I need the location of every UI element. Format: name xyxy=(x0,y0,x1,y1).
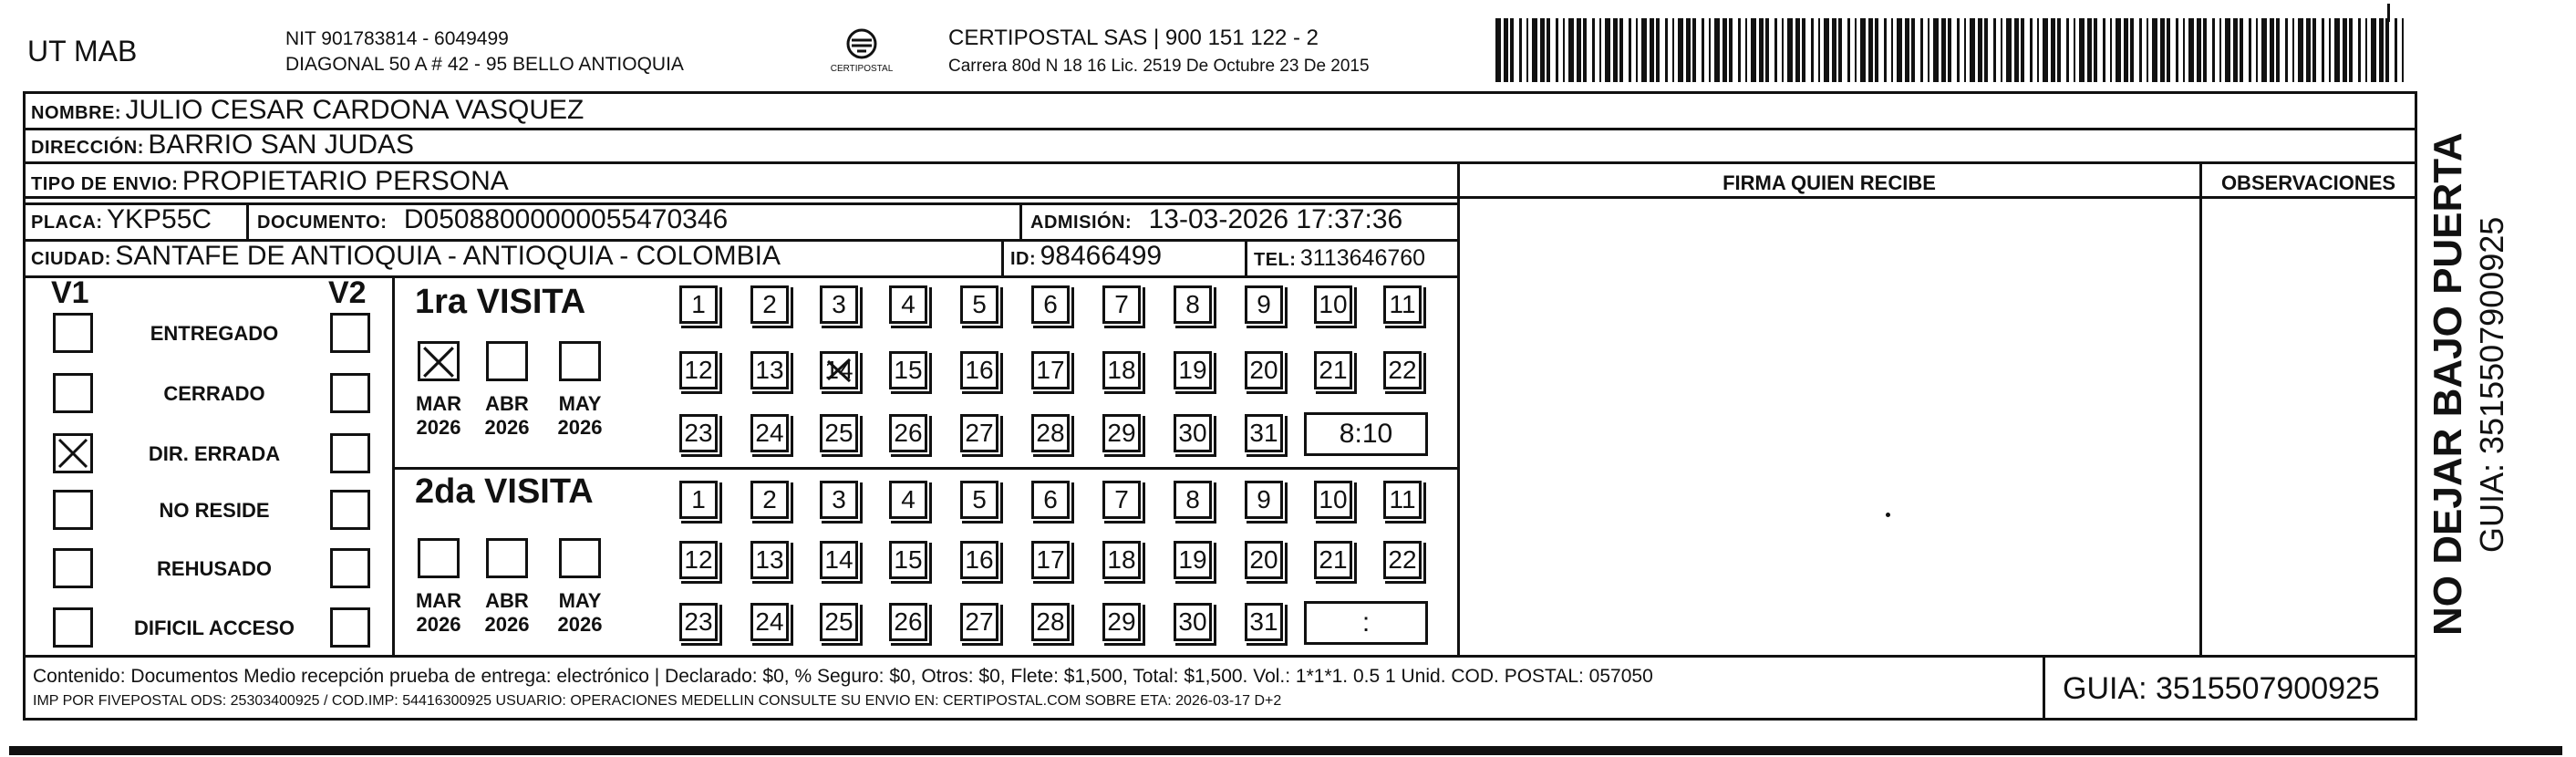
documento-value: D05088000000055470346 xyxy=(403,204,729,234)
barcode-bar xyxy=(1774,18,1777,82)
barcode-bar xyxy=(1510,18,1514,82)
signature-dot xyxy=(1886,513,1890,517)
barcode-bar xyxy=(2103,18,2105,82)
barcode-bar xyxy=(2147,18,2148,82)
visit1-day-box[interactable]: 15 xyxy=(889,351,927,389)
v2-label: V2 xyxy=(328,275,367,310)
ciudad-value: SANTAFE DE ANTIOQUIA - ANTIOQUIA - COLOMBIA xyxy=(115,241,781,271)
barcode-bar xyxy=(1970,18,1975,82)
barcode-bar xyxy=(1656,18,1660,82)
barcode-bar xyxy=(1636,18,1638,82)
barcode-bar xyxy=(2225,18,2230,82)
footer-guia: GUIA: 3515507900925 xyxy=(2063,671,2380,706)
placa-label: PLACA: xyxy=(31,213,103,233)
barcode-bar xyxy=(1911,18,1915,82)
barcode-bar xyxy=(1686,18,1691,82)
barcode-bar xyxy=(2292,18,2294,82)
barcode-bar xyxy=(1519,18,1522,82)
barcode-bar xyxy=(2130,18,2134,82)
barcode-bar xyxy=(1855,18,1857,82)
visit2-day-box[interactable]: 14 xyxy=(820,541,858,579)
status-v2-checkbox[interactable] xyxy=(330,548,370,588)
visit1-day-box[interactable]: 17 xyxy=(1031,351,1070,389)
visit2-day-box[interactable]: 8 xyxy=(1174,481,1212,519)
month-checkbox[interactable] xyxy=(418,538,460,578)
barcode-bar xyxy=(1868,18,1873,82)
month-label xyxy=(475,392,539,440)
visit2-day-box[interactable]: 29 xyxy=(1102,603,1141,641)
status-v2-checkbox[interactable] xyxy=(330,607,370,648)
barcode-bar xyxy=(2014,18,2019,82)
visit1-day-box[interactable]: 22 xyxy=(1383,351,1422,389)
barcode-bar xyxy=(1650,18,1654,82)
barcode-bar xyxy=(2395,18,2397,82)
visit2-day-box[interactable]: 11 xyxy=(1383,481,1422,519)
visit1-day-box[interactable]: 5 xyxy=(960,285,998,324)
barcode-bar xyxy=(2160,18,2165,82)
barcode-bar xyxy=(1547,18,1550,82)
barcode-bar xyxy=(1723,18,1727,82)
tipo-envio-row xyxy=(31,166,509,202)
barcode-bar xyxy=(2322,18,2324,82)
visit2-day-box[interactable]: 27 xyxy=(960,603,998,641)
visit1-day-box[interactable]: 3 xyxy=(820,285,858,324)
day-cross-mark xyxy=(822,354,855,395)
status-label: ENTREGADO xyxy=(150,322,279,345)
barcode-bar xyxy=(2043,18,2048,82)
status-v1-checkbox[interactable] xyxy=(53,548,93,588)
barcode-bar xyxy=(1714,18,1720,82)
barcode-bar xyxy=(1495,18,1501,82)
direccion-label: DIRECCIÓN: xyxy=(31,138,144,158)
month-name: MAR xyxy=(415,589,462,612)
barcode-bar xyxy=(1875,18,1878,82)
id-cell xyxy=(1010,241,1162,276)
barcode-bar xyxy=(2167,18,2170,82)
month-label xyxy=(548,589,612,637)
barcode-bar xyxy=(1540,18,1545,82)
barcode-bar xyxy=(1964,18,1966,82)
barcode-bar xyxy=(2349,18,2353,82)
barcode-bar xyxy=(2203,18,2207,82)
visit2-day-box[interactable]: 4 xyxy=(889,481,927,519)
svg-text:CERTIPOSTAL: CERTIPOSTAL xyxy=(830,64,894,74)
visit1-day-box[interactable]: 29 xyxy=(1102,414,1141,452)
month-name: ABR xyxy=(485,589,529,612)
barcode-bar xyxy=(1592,18,1595,82)
visit1-day-box[interactable]: 24 xyxy=(750,414,789,452)
barcode-bar xyxy=(1795,18,1800,82)
barcode-bar xyxy=(2183,18,2185,82)
visit2-day-box[interactable]: 21 xyxy=(1314,541,1352,579)
barcode-bar xyxy=(2094,18,2097,82)
status-v2-checkbox[interactable] xyxy=(330,373,370,413)
visit1-day-box[interactable]: 27 xyxy=(960,414,998,452)
barcode-bar xyxy=(2051,18,2055,82)
visit1-day-box[interactable]: 26 xyxy=(889,414,927,452)
barcode-bar xyxy=(1948,18,1951,82)
barcode-bar xyxy=(2139,18,2142,82)
recipient-name-row xyxy=(31,95,584,130)
barcode-bar xyxy=(2006,18,2012,82)
visit2-title: 2da VISITA xyxy=(415,472,594,511)
placa-value: YKP55C xyxy=(107,204,212,234)
barcode-bar xyxy=(2249,18,2251,82)
barcode-bar xyxy=(1920,18,1923,82)
barcode-bar xyxy=(2240,18,2243,82)
status-label: REHUSADO xyxy=(157,557,272,580)
visit2-day-box[interactable]: 2 xyxy=(750,481,789,519)
visit2-day-box[interactable]: 25 xyxy=(820,603,858,641)
barcode-bar xyxy=(2037,18,2039,82)
barcode-bar xyxy=(2371,18,2376,82)
barcode-bar xyxy=(1532,18,1537,82)
status-v2-checkbox[interactable] xyxy=(330,313,370,353)
barcode-bar xyxy=(2306,18,2311,82)
barcode-bar xyxy=(1629,18,1631,82)
firma-header: FIRMA QUIEN RECIBE xyxy=(1723,171,1936,194)
nombre-value: JULIO CESAR CARDONA VASQUEZ xyxy=(125,95,585,125)
barcode-bar xyxy=(2276,18,2280,82)
visit1-day-box[interactable]: 1 xyxy=(679,285,718,324)
barcode-bar xyxy=(2385,18,2389,82)
barcode-bar xyxy=(1702,18,1704,82)
status-v2-checkbox[interactable] xyxy=(330,490,370,530)
tel-value: 3113646760 xyxy=(1299,245,1426,271)
visit2-day-box[interactable]: 16 xyxy=(960,541,998,579)
visit1-day-box[interactable]: 31 xyxy=(1245,414,1283,452)
barcode-bar xyxy=(1891,18,1893,82)
visit1-day-box[interactable]: 12 xyxy=(679,351,718,389)
barcode-bar xyxy=(2188,18,2194,82)
barcode-bar xyxy=(2256,18,2258,82)
barcode-bar xyxy=(1811,18,1814,82)
visit2-day-box[interactable]: 24 xyxy=(750,603,789,641)
visit2-day-box[interactable]: 19 xyxy=(1174,541,1212,579)
barcode-bar xyxy=(1738,18,1741,82)
barcode-bar xyxy=(1556,18,1558,82)
visit2-time-box[interactable]: : xyxy=(1304,601,1428,645)
visit1-day-box[interactable]: 21 xyxy=(1314,351,1352,389)
side-guia: GUIA: 3515507900925 xyxy=(2473,216,2510,553)
barcode-bar xyxy=(1897,18,1902,82)
footer-imp: IMP POR FIVEPOSTAL ODS: 25303400925 / COD.IMP: 54416300925 USUARIO: OPERACIONES MEDELLIN CONSULTE SU ENVIO EN: CERTIPOSTAL.COM SOBRE ETA: 2026-03-17 D+2 xyxy=(33,693,1282,709)
barcode-bar xyxy=(1957,18,1960,82)
barcode-bar xyxy=(1504,18,1508,82)
barcode-bar xyxy=(2001,18,2002,82)
v1-label: V1 xyxy=(51,275,89,310)
barcode-bar xyxy=(1905,18,1909,82)
barcode-bar xyxy=(1599,18,1601,82)
bottom-bar xyxy=(9,746,2562,755)
barcode-bar xyxy=(2079,18,2085,82)
visit1-time-box[interactable]: 8:10 xyxy=(1304,412,1428,456)
visit2-day-box[interactable]: 10 xyxy=(1314,481,1352,519)
barcode-bar xyxy=(2021,18,2024,82)
barcode-bar xyxy=(2270,18,2274,82)
visit2-day-box[interactable]: 12 xyxy=(679,541,718,579)
barcode-bar xyxy=(1832,18,1836,82)
barcode-bar xyxy=(1765,18,1769,82)
barcode-bar xyxy=(1526,18,1528,82)
barcode-bar xyxy=(1692,18,1696,82)
tipo-label: TIPO DE ENVIO: xyxy=(31,174,179,194)
status-label: CERRADO xyxy=(163,382,265,405)
visit2-day-box[interactable]: 22 xyxy=(1383,541,1422,579)
ciudad-label: CIUDAD: xyxy=(31,249,111,269)
barcode-bar xyxy=(1563,18,1565,82)
visit2-day-box[interactable]: 9 xyxy=(1245,481,1283,519)
barcode-bar xyxy=(1759,18,1764,82)
barcode-bar xyxy=(2334,18,2340,82)
month-name: MAY xyxy=(558,392,602,415)
barcode-bar xyxy=(2087,18,2092,82)
barcode-bar xyxy=(1802,18,1805,82)
visit1-day-box[interactable]: 18 xyxy=(1102,351,1141,389)
id-value: 98466499 xyxy=(1040,241,1163,271)
barcode-bar xyxy=(1978,18,1982,82)
corner-mark xyxy=(2387,4,2390,22)
barcode-bar xyxy=(1613,18,1618,82)
barcode-bar xyxy=(1568,18,1574,82)
visit1-day-box[interactable]: 4 xyxy=(889,285,927,324)
barcode-bar xyxy=(2066,18,2069,82)
barcode-bar xyxy=(1619,18,1623,82)
month-checkbox[interactable] xyxy=(559,538,601,578)
barcode-bar xyxy=(2343,18,2347,82)
visit1-day-box[interactable]: 13 xyxy=(750,351,789,389)
status-v1-checkbox[interactable] xyxy=(53,433,93,473)
month-year: 2026 xyxy=(416,416,461,439)
barcode-bar xyxy=(2176,18,2178,82)
month-label xyxy=(548,392,612,440)
month-label xyxy=(407,392,471,440)
barcode-bar xyxy=(2402,18,2404,82)
visit1-day-box[interactable]: 28 xyxy=(1031,414,1070,452)
visit2-day-box[interactable]: 28 xyxy=(1031,603,1070,641)
month-label xyxy=(475,589,539,637)
barcode-bar xyxy=(2057,18,2061,82)
visit2-day-box[interactable]: 20 xyxy=(1245,541,1283,579)
footer-content: Contenido: Documentos Medio recepción prueba de entrega: electrónico | Declarado: $0, % Seguro: $0, Otros: $0, Flete: $1,500, Total: $1,500. Vol.: 1*1*1. 0.5 1 Unid. COD. POSTAL: 057050 xyxy=(33,666,1653,687)
barcode xyxy=(1495,18,2407,82)
visit1-day-box[interactable]: 20 xyxy=(1245,351,1283,389)
barcode-bar xyxy=(1751,18,1756,82)
barcode-bar xyxy=(1729,18,1733,82)
visit2-day-box[interactable]: 31 xyxy=(1245,603,1283,641)
barcode-bar xyxy=(2329,18,2331,82)
status-label: DIR. ERRADA xyxy=(148,442,281,465)
month-checkbox[interactable] xyxy=(486,341,528,381)
barcode-bar xyxy=(2074,18,2075,82)
barcode-bar xyxy=(1993,18,1996,82)
documento-cell xyxy=(257,204,728,240)
barcode-bar xyxy=(1678,18,1683,82)
visit2-day-box[interactable]: 18 xyxy=(1102,541,1141,579)
barcode-bar xyxy=(1745,18,1747,82)
visit2-day-box[interactable]: 13 xyxy=(750,541,789,579)
direccion-row xyxy=(31,130,414,165)
visit1-day-box[interactable]: 25 xyxy=(820,414,858,452)
visit1-day-box[interactable]: 19 xyxy=(1174,351,1212,389)
barcode-bar xyxy=(1665,18,1668,82)
month-checkbox[interactable] xyxy=(418,341,460,381)
admision-cell xyxy=(1030,204,1402,240)
barcode-bar xyxy=(1860,18,1866,82)
barcode-bar xyxy=(1838,18,1842,82)
barcode-bar xyxy=(2233,18,2238,82)
barcode-bar xyxy=(1787,18,1793,82)
no-dejar-bajo-puerta: NO DEJAR BAJO PUERTA xyxy=(2426,132,2470,636)
month-label xyxy=(407,589,471,637)
nombre-label: NOMBRE: xyxy=(31,103,122,123)
direccion-value: BARRIO SAN JUDAS xyxy=(148,130,415,160)
month-checkbox[interactable] xyxy=(559,341,601,381)
company-name: CERTIPOSTAL SAS | 900 151 122 - 2 xyxy=(948,26,1319,50)
barcode-bar xyxy=(1884,18,1887,82)
barcode-bar xyxy=(2285,18,2288,82)
observaciones-header: OBSERVACIONES xyxy=(2220,171,2396,194)
barcode-bar xyxy=(1928,18,1929,82)
barcode-bar xyxy=(2212,18,2215,82)
month-name: MAR xyxy=(415,392,462,415)
visit2-day-box[interactable]: 3 xyxy=(820,481,858,519)
visit2-day-box[interactable]: 17 xyxy=(1031,541,1070,579)
visit2-day-box[interactable]: 23 xyxy=(679,603,718,641)
barcode-bar xyxy=(1583,18,1587,82)
month-year: 2026 xyxy=(484,613,530,636)
status-label: NO RESIDE xyxy=(159,499,270,522)
barcode-bar xyxy=(1605,18,1610,82)
month-name: MAY xyxy=(558,589,602,612)
barcode-bar xyxy=(1709,18,1711,82)
barcode-bar xyxy=(1933,18,1939,82)
barcode-bar xyxy=(2030,18,2033,82)
month-year: 2026 xyxy=(557,613,603,636)
barcode-bar xyxy=(2219,18,2221,82)
status-v2-checkbox[interactable] xyxy=(330,433,370,473)
sender-name: UT MAB xyxy=(27,35,138,67)
month-year: 2026 xyxy=(416,613,461,636)
sender-address: DIAGONAL 50 A # 42 - 95 BELLO ANTIOQUIA xyxy=(285,54,684,75)
status-label: DIFICIL ACCESO xyxy=(133,617,295,639)
barcode-bar xyxy=(2152,18,2157,82)
barcode-bar xyxy=(2298,18,2303,82)
barcode-bar xyxy=(2261,18,2267,82)
visit1-day-box[interactable]: 9 xyxy=(1245,285,1283,324)
visit2-day-box[interactable]: 1 xyxy=(679,481,718,519)
admision-value: 13-03-2026 17:37:36 xyxy=(1148,204,1403,234)
month-checkbox[interactable] xyxy=(486,538,528,578)
ciudad-cell xyxy=(31,241,781,276)
month-year: 2026 xyxy=(557,416,603,439)
barcode-bar xyxy=(1818,18,1820,82)
barcode-bar xyxy=(2365,18,2367,82)
barcode-bar xyxy=(1672,18,1674,82)
tel-label: TEL: xyxy=(1254,250,1297,270)
barcode-bar xyxy=(1847,18,1850,82)
visit2-day-box[interactable]: 5 xyxy=(960,481,998,519)
tel-cell xyxy=(1254,243,1425,277)
status-v1-checkbox[interactable] xyxy=(53,373,93,413)
sender-nit: NIT 901783814 - 6049499 xyxy=(285,28,509,49)
visit1-day-box[interactable]: 6 xyxy=(1031,285,1070,324)
visit2-day-box[interactable]: 26 xyxy=(889,603,927,641)
visit1-day-box[interactable]: 16 xyxy=(960,351,998,389)
placa-cell xyxy=(31,204,212,240)
status-v1-checkbox[interactable] xyxy=(53,490,93,530)
barcode-bar xyxy=(1782,18,1784,82)
id-label: ID: xyxy=(1010,249,1037,269)
admision-label: ADMISIÓN: xyxy=(1030,213,1133,233)
barcode-bar xyxy=(1577,18,1581,82)
company-license: Carrera 80d N 18 16 Lic. 2519 De Octubre 23 De 2015 xyxy=(948,57,1370,76)
barcode-bar xyxy=(2116,18,2121,82)
barcode-bar xyxy=(2124,18,2128,82)
visit1-day-box[interactable]: 23 xyxy=(679,414,718,452)
barcode-bar xyxy=(1941,18,1946,82)
barcode-bar xyxy=(1641,18,1647,82)
documento-label: DOCUMENTO: xyxy=(257,213,388,233)
barcode-bar xyxy=(1984,18,1988,82)
visit2-day-box[interactable]: 7 xyxy=(1102,481,1141,519)
visit1-day-box[interactable]: 14 xyxy=(820,351,858,389)
month-name: ABR xyxy=(485,392,529,415)
status-v1-checkbox[interactable] xyxy=(53,313,93,353)
visit2-day-box[interactable]: 30 xyxy=(1174,603,1212,641)
visit1-day-box[interactable]: 10 xyxy=(1314,285,1352,324)
visit1-day-box[interactable]: 2 xyxy=(750,285,789,324)
visit2-day-box[interactable]: 15 xyxy=(889,541,927,579)
visit1-day-box[interactable]: 8 xyxy=(1174,285,1212,324)
barcode-bar xyxy=(1824,18,1829,82)
barcode-bar xyxy=(2197,18,2201,82)
visit1-day-box[interactable]: 11 xyxy=(1383,285,1422,324)
visit2-day-box[interactable]: 6 xyxy=(1031,481,1070,519)
visit1-day-box[interactable]: 7 xyxy=(1102,285,1141,324)
barcode-bar xyxy=(2379,18,2384,82)
status-v1-checkbox[interactable] xyxy=(53,607,93,648)
visit1-day-box[interactable]: 30 xyxy=(1174,414,1212,452)
month-year: 2026 xyxy=(484,416,530,439)
barcode-bar xyxy=(2358,18,2361,82)
barcode-bar xyxy=(2110,18,2112,82)
certipostal-logo xyxy=(812,26,912,80)
barcode-bar xyxy=(2312,18,2316,82)
visit1-title: 1ra VISITA xyxy=(415,283,586,321)
tipo-value: PROPIETARIO PERSONA xyxy=(181,166,509,196)
